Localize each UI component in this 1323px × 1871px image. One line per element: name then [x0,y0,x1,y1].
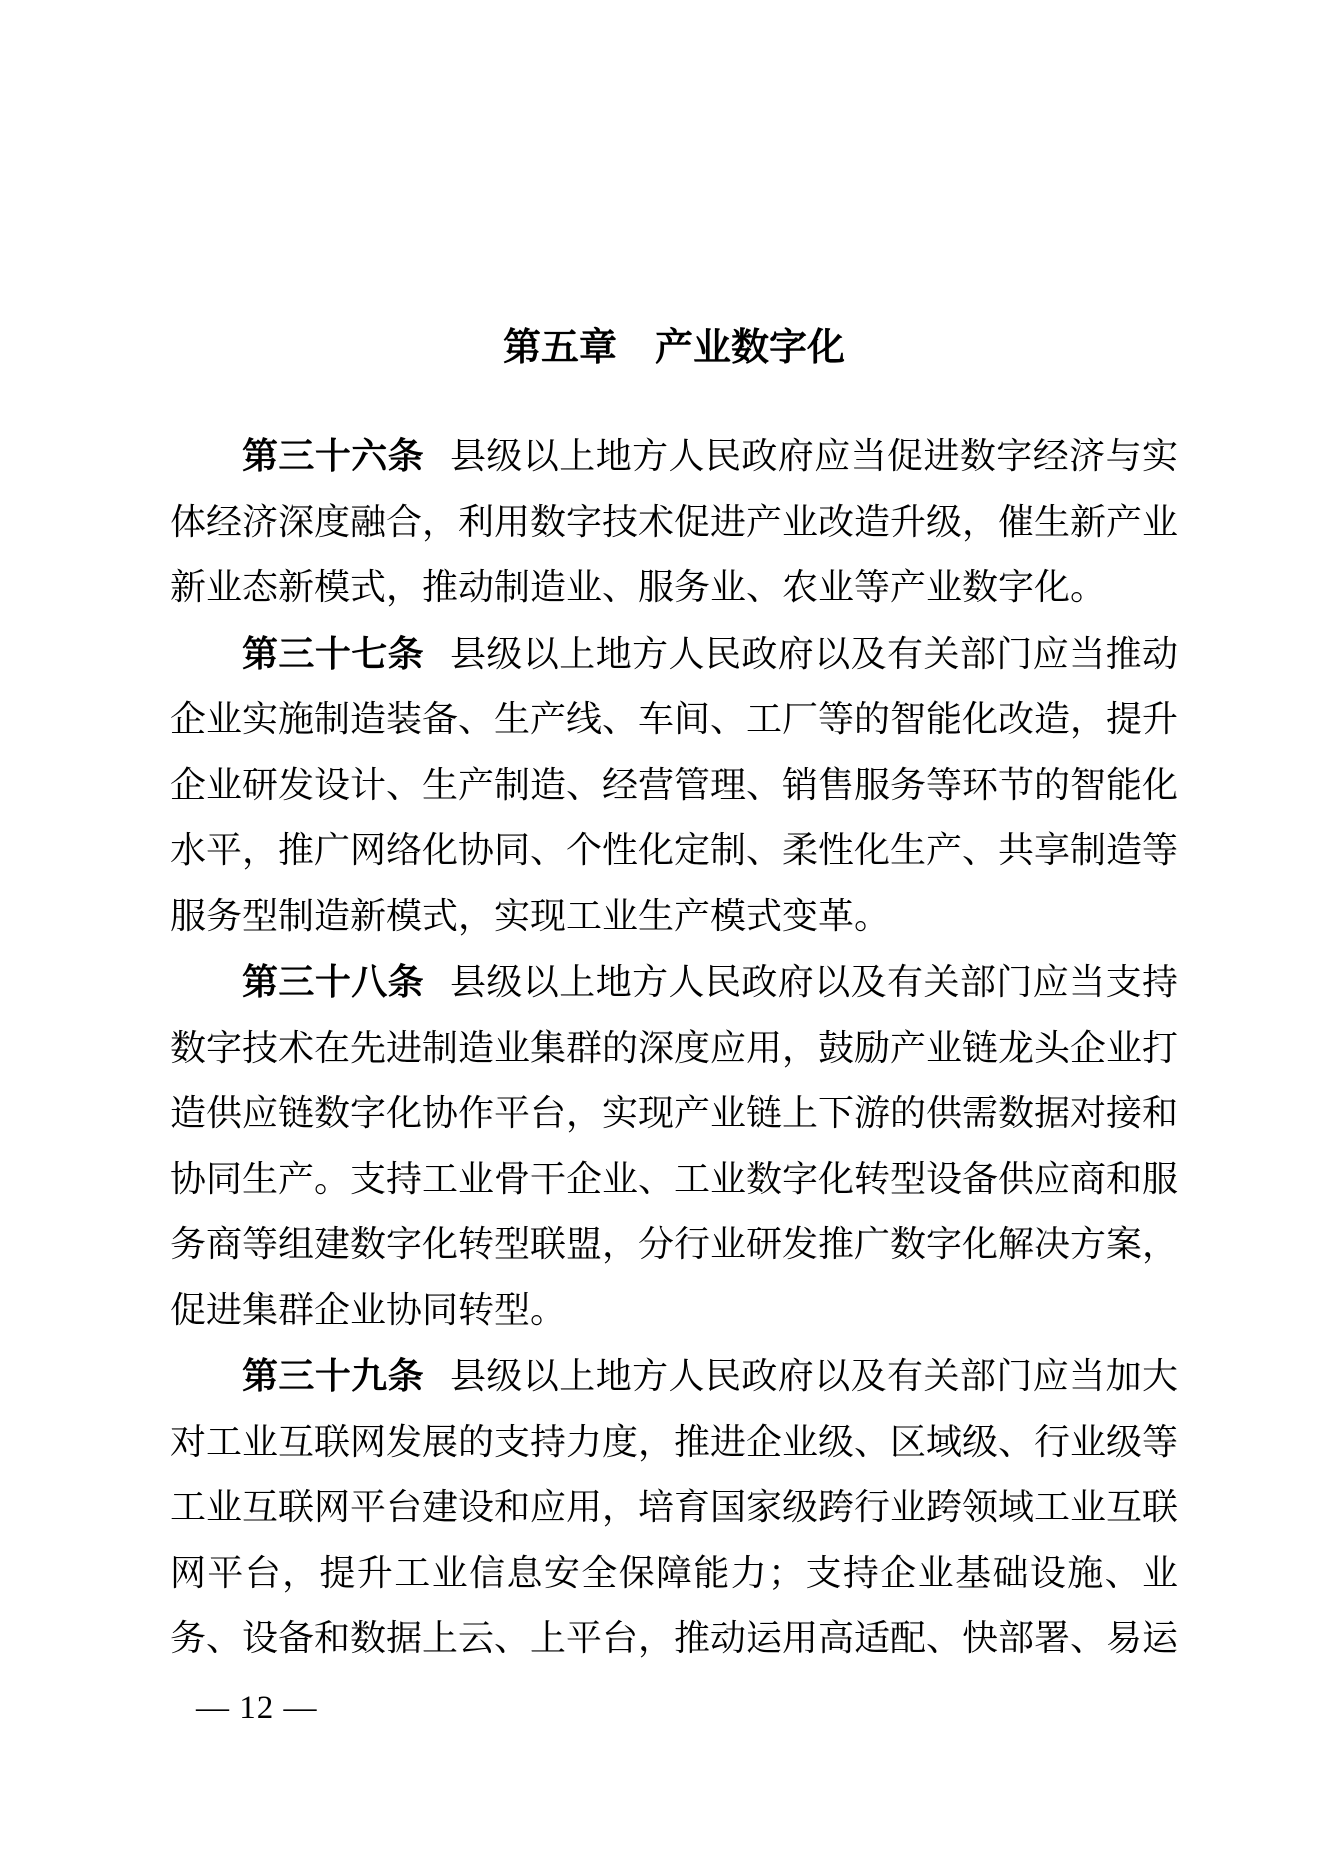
article-number-39: 第三十九条 [242,1355,425,1396]
article-paragraph-39 [170,1343,1178,1672]
article-number-36: 第三十六条 [242,435,425,476]
document-body [170,423,1178,1672]
article-text-39: 县级以上地方人民政府以及有关部门应当加大对工业互联网发展的支持力度，推进企业级、区域级、行业级等工业互联网平台建设和应用，培育国家级跨行业跨领域工业互联网平台，提升工业信息安全保障能力；支持企业基础设施、业务、设备和数据上云、上平台，推动运用高适配、快部署、易运 [170,1356,1179,1658]
article-text-37: 县级以上地方人民政府以及有关部门应当推动企业实施制造装备、生产线、车间、工厂等的智能化改造，提升企业研发设计、生产制造、经营管理、销售服务等环节的智能化水平，推广网络化协同、个性化定制、柔性化生产、共享制造等服务型制造新模式，实现工业生产模式变革。 [170,633,1179,936]
chapter-title: 第五章 产业数字化 [502,327,845,370]
page-number: — 12 — [196,1690,318,1726]
article-paragraph-36 [170,423,1178,621]
article-paragraph-38 [170,949,1178,1343]
article-number-38: 第三十八条 [242,961,425,1002]
article-paragraph-37 [170,621,1178,950]
article-number-37: 第三十七条 [242,632,425,674]
article-text-38: 县级以上地方人民政府以及有关部门应当支持数字技术在先进制造业集群的深度应用，鼓励产业链龙头企业打造供应链数字化协作平台，实现产业链上下游的供需数据对接和协同生产。支持工业骨干企业、工业数字化转型设备供应商和服务商等组建数字化转型联盟，分行业研发推广数字化解决方案，促进集群企业协同转型。 [170,962,1179,1330]
article-text-36: 县级以上地方人民政府应当促进数字经济与实体经济深度融合，利用数字技术促进产业改造升级，催生新产业新业态新模式，推动制造业、服务业、农业等产业数字化。 [170,436,1179,607]
